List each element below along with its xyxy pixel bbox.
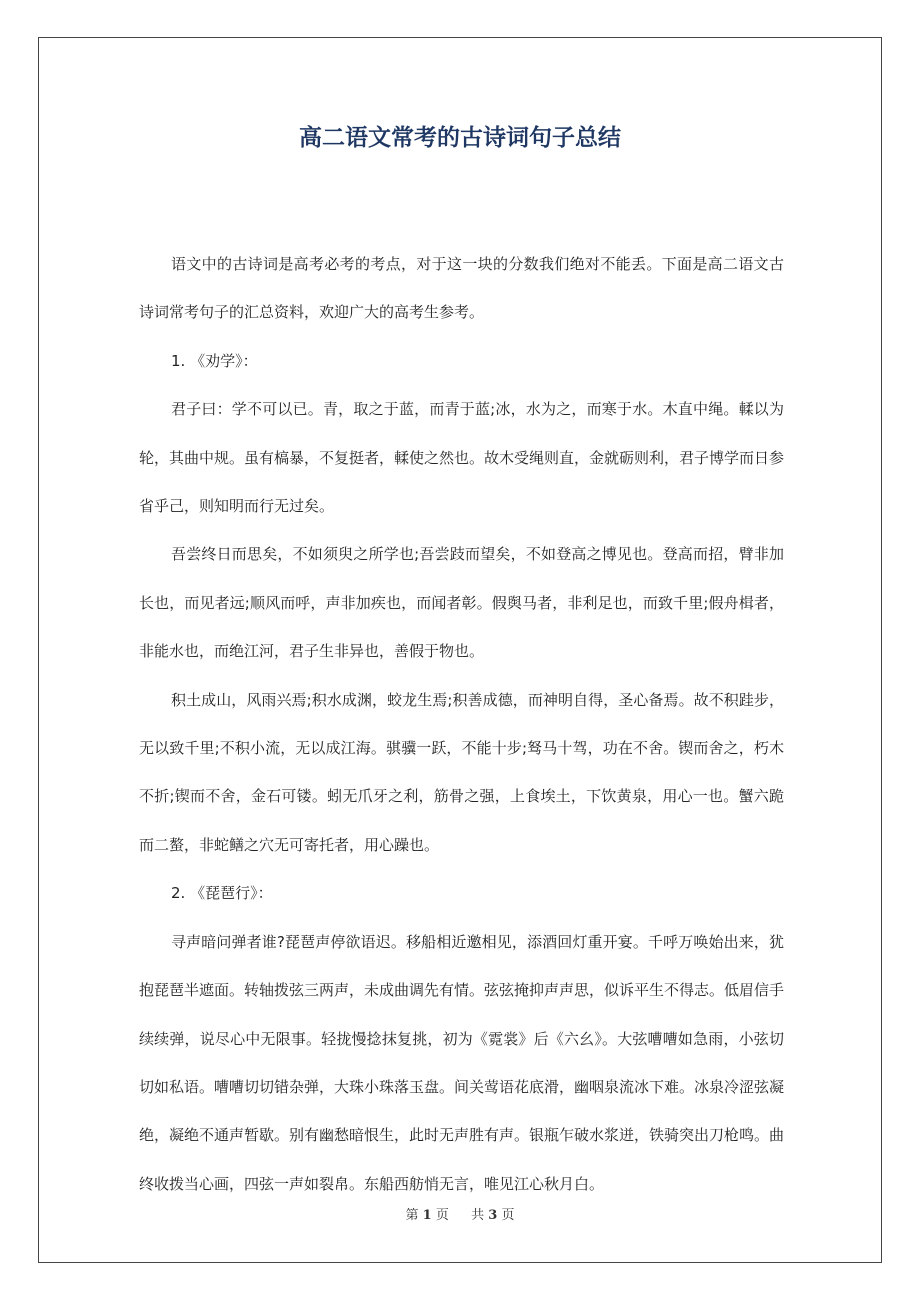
- page-suffix: 页: [435, 1208, 449, 1223]
- body-paragraph: 君子曰：学不可以已。青，取之于蓝，而青于蓝;冰，水为之，而寒于水。木直中绳。輮以为轮，其曲中规。虽有槁暴，不复挺者，輮使之然也。故木受绳则直，金就砺则利，君子博学而日参省乎己，则知明而行无过矣。: [139, 400, 785, 516]
- section-heading-quanxue: 1. 《劝学》：: [171, 351, 258, 370]
- page-footer: [0, 1206, 920, 1226]
- document-body: [139, 240, 784, 1208]
- total-suffix: 页: [501, 1208, 515, 1223]
- body-paragraph: 积土成山，风雨兴焉;积水成渊，蛟龙生焉;积善成德，而神明自得，圣心备焉。故不积跬步，无以致千里;不积小流，无以成江海。骐骥一跃，不能十步;驽马十驾，功在不舍。锲而舍之，朽木不折;锲而不舍，金石可镂。蚓无爪牙之利，筋骨之强，上食埃土，下饮黄泉，用心一也。蟹六跪而二螯，非蛇鳝之穴无可寄托者，用心躁也。: [139, 690, 784, 854]
- body-paragraph: 吾尝终日而思矣，不如须臾之所学也;吾尝跂而望矣，不如登高之博见也。登高而招，臂非加长也，而见者远;顺风而呼，声非加疾也，而闻者彰。假舆马者，非利足也，而致千里;假舟楫者，非能水也，而绝江河，君子生非异也，善假于物也。: [139, 545, 784, 661]
- page-number: 1: [422, 1208, 432, 1223]
- intro-paragraph: 语文中的古诗词是高考必考的考点，对于这一块的分数我们绝对不能丢。下面是高二语文古诗词常考句子的汇总资料，欢迎广大的高考生参考。: [139, 255, 784, 322]
- document-title: 高二语文常考的古诗词句子总结: [299, 125, 621, 151]
- body-paragraph: 寻声暗问弹者谁?琵琶声停欲语迟。移船相近邀相见，添酒回灯重开宴。千呼万唤始出来，犹抱琵琶半遮面。转轴拨弦三两声，未成曲调先有情。弦弦掩抑声声思，似诉平生不得志。低眉信手续续弹，说尽心中无限事。轻拢慢捻抹复挑，初为《霓裳》后《六幺》。大弦嘈嘈如急雨，小弦切切如私语。嘈嘈切切错杂弹，大珠小珠落玉盘。间关莺语花底滑，幽咽泉流冰下难。冰泉冷涩弦凝绝，凝绝不通声暂歇。别有幽愁暗恨生，此时无声胜有声。银瓶乍破水浆迸，铁骑突出刀枪鸣。曲终收拨当心画，四弦一声如裂帛。东船西舫悄无言，唯见江心秋月白。: [139, 932, 785, 1193]
- total-prefix: 共: [471, 1208, 485, 1223]
- section-heading-pipaxing: 2. 《琵琶行》：: [171, 884, 273, 903]
- page-prefix: 第: [405, 1208, 419, 1223]
- total-pages: 3: [488, 1208, 498, 1223]
